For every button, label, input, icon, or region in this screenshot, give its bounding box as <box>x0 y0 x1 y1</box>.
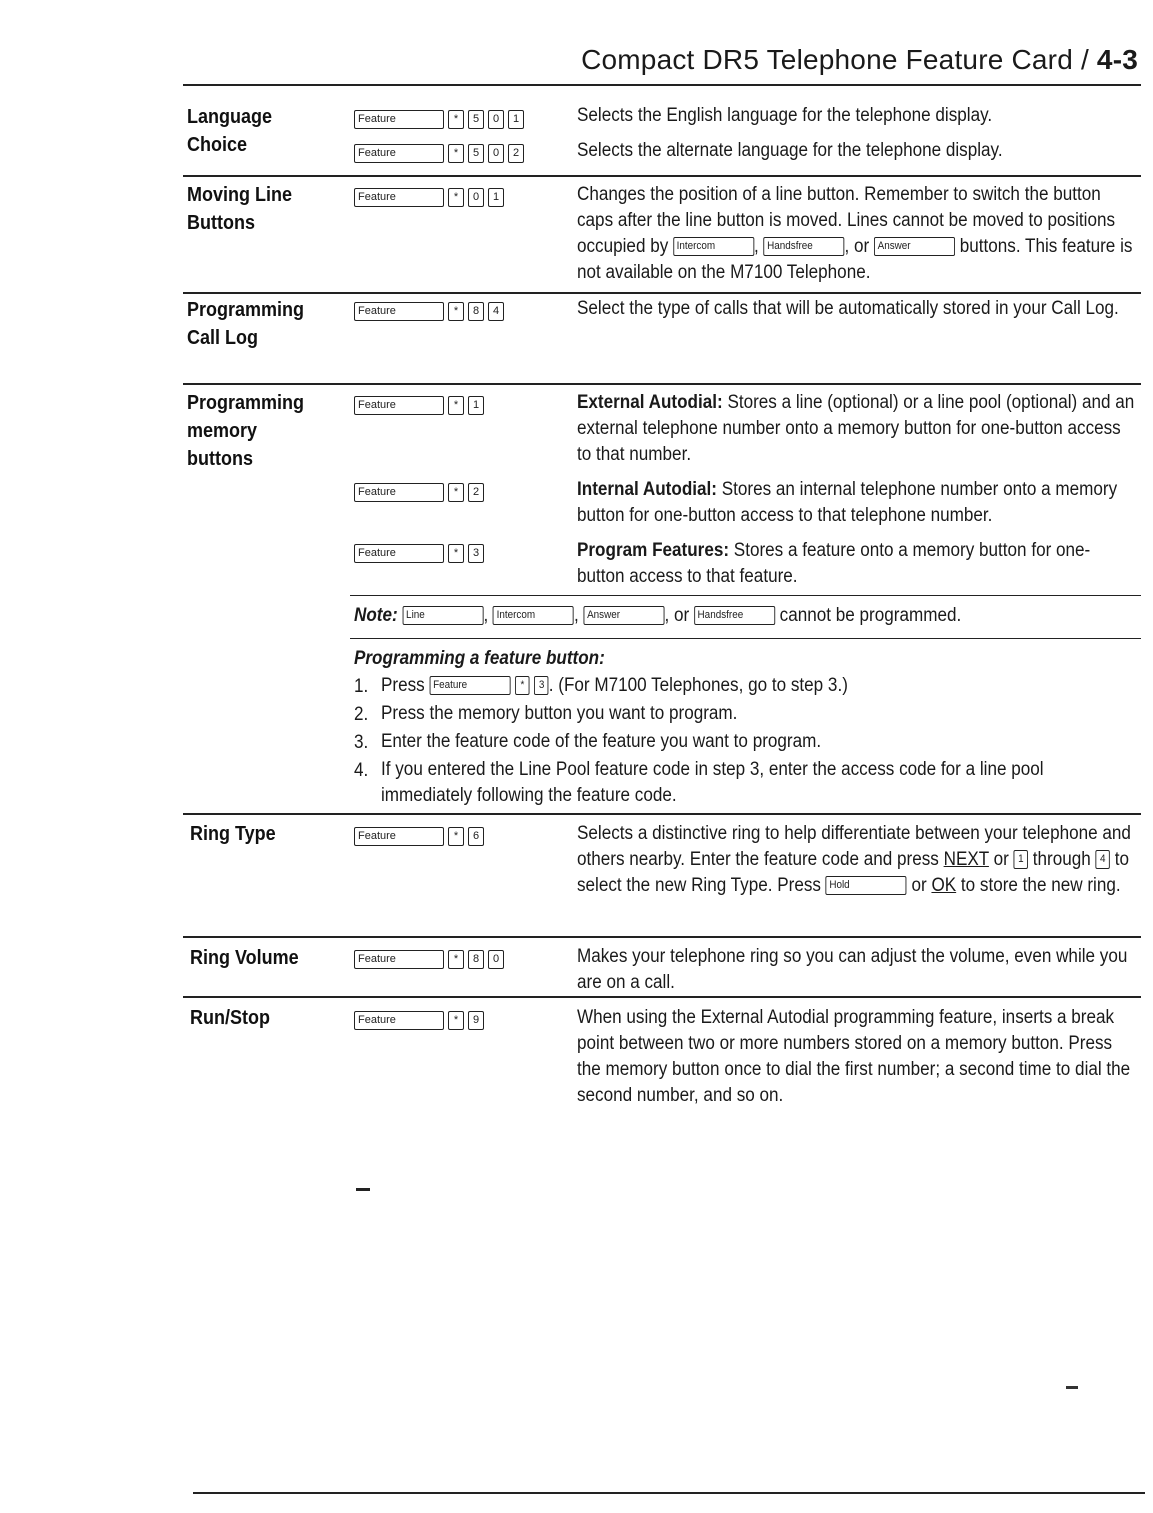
desc-ring-volume: Makes your telephone ring so you can adjust the volume, even while you are on a call. <box>577 946 1128 993</box>
digit-key: 5 <box>468 110 484 129</box>
desc-moving-line: Changes the position of a line button. Remember to switch the button caps after the line button is moved. Lines cannot be moved to positions occupied by Intercom , Handsfree , or Answer buttons. This feature is not available on the M7100 Telephone. <box>577 184 1133 283</box>
digit-key: 6 <box>468 827 484 846</box>
star-key: * <box>448 188 464 207</box>
code-call-log <box>354 300 504 322</box>
desc-call-log: Select the type of calls that will be automatically stored in your Call Log. <box>577 298 1119 319</box>
digit-key: 1 <box>468 396 484 415</box>
digit-key: 0 <box>488 950 504 969</box>
digit-key: 4 <box>488 302 504 321</box>
desc-run-stop: When using the External Autodial programming feature, inserts a break point between two or more numbers stored on a memory button. Press the memory button once to dial the first number; a second time to dial the second number, and so on. <box>577 1007 1131 1106</box>
code-ring-volume <box>354 948 504 970</box>
star-key: * <box>448 144 464 163</box>
digit-key: 1 <box>1014 850 1028 869</box>
code-program-features <box>354 542 484 564</box>
header-rule <box>183 84 1141 86</box>
digit-key: 8 <box>468 302 484 321</box>
star-key: * <box>448 302 464 321</box>
scan-mark <box>356 1188 370 1191</box>
list-item: 3. Enter the feature code of the feature you want to program. <box>354 731 822 753</box>
section-label-run-stop: Run/Stop <box>190 1007 270 1029</box>
feature-key: Feature <box>354 544 444 563</box>
star-key: * <box>515 676 529 695</box>
section-label-language-choice: Language Choice <box>187 106 273 156</box>
page-number: 4-3 <box>1096 44 1138 75</box>
desc-language-english: Selects the English language for the telephone display. <box>577 105 993 126</box>
steps-programming-feature-button <box>354 645 1128 809</box>
feature-key: Feature <box>354 1011 444 1030</box>
digit-key: 9 <box>468 1011 484 1030</box>
feature-key: Feature <box>354 302 444 321</box>
desc-language-alternate: Selects the alternate language for the telephone display. <box>577 140 1003 161</box>
list-item: 1. Press Feature * 3 . (For M7100 Telephones, go to step 3.) <box>354 675 848 697</box>
section-divider <box>183 175 1141 177</box>
desc-internal-autodial: Internal Autodial: Stores an internal telephone number onto a memory button for one-button access to that telephone number. <box>577 479 1118 526</box>
digit-key: 8 <box>468 950 484 969</box>
section-divider <box>183 996 1141 998</box>
desc-external-autodial: External Autodial: Stores a line (optional) or a line pool (optional) and an external telephone number onto a memory button for one-button access to that number. <box>577 392 1135 465</box>
section-divider <box>183 292 1141 294</box>
line-key: Line <box>402 606 483 625</box>
handsfree-key: Handsfree <box>694 606 775 625</box>
star-key: * <box>448 827 464 846</box>
star-key: * <box>448 483 464 502</box>
code-external-autodial <box>354 394 484 416</box>
hold-key: Hold <box>826 876 907 895</box>
feature-key: Feature <box>429 676 510 695</box>
digit-key: 0 <box>468 188 484 207</box>
star-key: * <box>448 110 464 129</box>
section-label-ring-volume: Ring Volume <box>190 947 299 969</box>
list-item: 2. Press the memory button you want to program. <box>354 703 738 725</box>
digit-key: 3 <box>534 676 548 695</box>
digit-key: 0 <box>488 110 504 129</box>
ok-softkey: OK <box>931 875 957 896</box>
star-key: * <box>448 544 464 563</box>
feature-key: Feature <box>354 144 444 163</box>
intercom-key: Intercom <box>673 237 754 256</box>
section-divider <box>183 383 1141 385</box>
digit-key: 5 <box>468 144 484 163</box>
note-divider <box>350 595 1141 596</box>
feature-key: Feature <box>354 110 444 129</box>
code-language-english <box>354 108 524 130</box>
digit-key: 2 <box>508 144 524 163</box>
feature-key: Feature <box>354 483 444 502</box>
steps-title: Programming a feature button: <box>354 648 605 669</box>
answer-key: Answer <box>583 606 664 625</box>
feature-key: Feature <box>354 396 444 415</box>
digit-key: 1 <box>508 110 524 129</box>
footer-rule <box>193 1492 1145 1494</box>
digit-key: 3 <box>468 544 484 563</box>
desc-ring-type: Selects a distinctive ring to help differentiate between your telephone and others nearby. Enter the feature code and press NEXT or 1 through 4 to select the new Ring Type. Press Hold or OK to store the new ring. <box>577 823 1131 896</box>
code-ring-type <box>354 825 484 847</box>
digit-key: 0 <box>488 144 504 163</box>
scan-mark <box>1066 1386 1078 1389</box>
feature-key: Feature <box>354 188 444 207</box>
answer-key: Answer <box>874 237 955 256</box>
handsfree-key: Handsfree <box>764 237 845 256</box>
feature-key: Feature <box>354 827 444 846</box>
star-key: * <box>448 950 464 969</box>
digit-key: 2 <box>468 483 484 502</box>
desc-program-features: Program Features: Stores a feature onto a memory button for one-button access to that feature. <box>577 540 1091 587</box>
section-divider <box>183 936 1141 938</box>
feature-key: Feature <box>354 950 444 969</box>
header-title: Compact DR5 Telephone Feature Card / <box>581 44 1097 75</box>
section-label-programming-memory-buttons: Programming memory buttons <box>187 392 305 470</box>
section-label-ring-type: Ring Type <box>190 823 276 845</box>
code-moving-line <box>354 186 504 208</box>
list-item: 4. If you entered the Line Pool feature code in step 3, enter the access code for a line pool immediately following the feature code. <box>354 759 1044 806</box>
star-key: * <box>448 396 464 415</box>
next-softkey: NEXT <box>943 849 989 870</box>
code-run-stop <box>354 1009 484 1031</box>
star-key: * <box>448 1011 464 1030</box>
section-label-programming-call-log: Programming Call Log <box>187 299 305 349</box>
digit-key: 4 <box>1096 850 1110 869</box>
section-label-moving-line-buttons: Moving Line Buttons <box>187 184 293 234</box>
note-divider <box>350 638 1141 639</box>
code-internal-autodial <box>354 481 484 503</box>
code-language-alternate <box>354 142 524 164</box>
section-divider <box>183 813 1141 815</box>
digit-key: 1 <box>488 188 504 207</box>
note-cannot-program: Note: Line , Intercom , Answer , or Handsfree cannot be programmed. <box>354 605 962 626</box>
page-header <box>581 44 1138 76</box>
intercom-key: Intercom <box>493 606 574 625</box>
